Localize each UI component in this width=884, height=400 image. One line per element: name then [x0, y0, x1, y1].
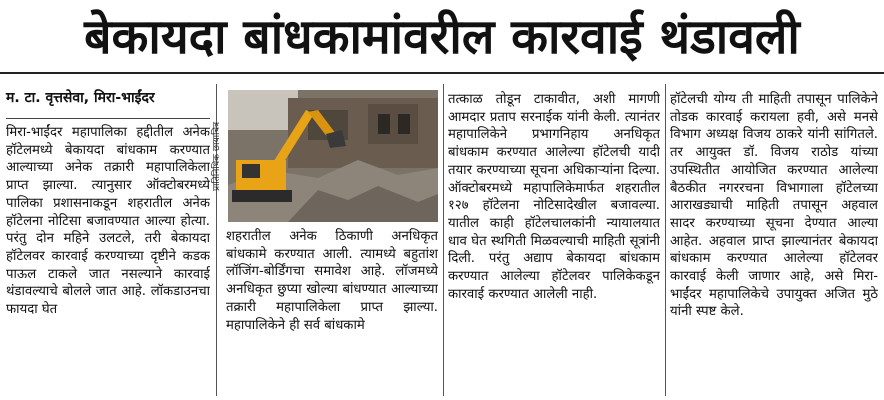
- headline-rule: [0, 72, 884, 74]
- column-divider-2: [443, 84, 444, 396]
- byline: म. टा. वृत्तसेवा, मिरा-भाईंदर: [6, 90, 155, 106]
- article-column-3: तत्काळ तोडून टाकावीत, अशी मागणी आमदार प्रताप सरनाईक यांनी केली. त्यानंतर महापालिकेने प्रभागनिहाय अनधिकृत बांधकाम करण्यात आलेल्या हॉटेलची यादी तयार करण्याच्या सूचना अधिकाऱ्यांना दिल्या. ऑक्टोबरमध्ये महापालिकेमार्फत शहरातील १२७ हॉटेलना नोटिसादेखील बजावल्या. यातील काही हॉटेलचालकांनी न्यायालयात धाव घेत स्थगिती मिळवल्याची माहिती सूत्रांनी दिली. परंतु अद्याप बेकायदा बांधकाम करण्यात आलेल्या हॉटेलवर पालिकेकडून कारवाई करण्यात आलेली नाही.: [448, 92, 660, 302]
- byline-separator: [6, 118, 210, 119]
- excavator-track: [232, 190, 292, 202]
- photo-credit: प्रातिनिधिक छायाचित्र: [212, 121, 222, 191]
- article-column-4: हॉटेलची योग्य ती माहिती तपासून पालिकेने तोडक कारवाई करायला हवी, असे मनसे विभाग अध्यक्ष विजय ठाकरे यांनी सांगितले. तर आयुक्त डॉ. विजय राठोड यांच्या उपस्थितीत आयोजित करण्यात आलेल्या बैठकीत नगररचना विभागाला हॉटेलच्या आराखड्याची माहिती तपासून अहवाल सादर करण्याच्या सूचना देण्यात आल्या आहेत. अहवाल प्राप्त झाल्यानंतर बेकायदा बांधकाम करण्यात आलेल्या हॉटेलवर कारवाई केली जाणार आहे, असे मिरा-भाईंदर महापालिकेचे उपायुक्त अजित मुठे यांनी स्पष्ट केले.: [670, 92, 878, 320]
- column-divider-3: [665, 84, 666, 396]
- sky-area: [228, 90, 298, 130]
- news-photo: [228, 90, 438, 222]
- demolition-photo-illustration: [228, 90, 438, 222]
- headline: बेकायदा बांधकामांवरील कारवाई थंडावली: [84, 8, 800, 65]
- article-column-1: मिरा-भाईंदर महापालिका हद्दीतील अनेक हॉटेलमध्ये बेकायदा बांधकाम करण्यात आल्याच्या अनेक तक्रारी महापालिकेला प्राप्त झाल्या. त्यानुसार ऑक्टोबरमध्ये पालिका प्रशासनाकडून शहरातील अनेक हॉटेलना नोटिसा बजावण्यात आल्या होत्या. परंतु दोन महिने उलटले, तरी बेकायदा हॉटेलवर कारवाई करण्याच्या दृष्टीने कडक पाऊल टाकले जात नसल्याने कारवाई थंडावल्याचे बोलले जात आहे. लॉकडाउनचा फायदा घेत: [6, 125, 210, 318]
- article-column-2: शहरातील अनेक ठिकाणी अनधिकृत बांधकामे करण्यात आली. त्यामध्ये बहुतांश लॉजिंग-बोर्डिंगचा समावेश आहे. लॉजमध्ये अनधिकृत छुप्या खोल्या बांधण्यात आल्याच्या तक्रारी महापालिकेला प्राप्त झाल्या. महापालिकेने ही सर्व बांधकामे: [226, 229, 438, 333]
